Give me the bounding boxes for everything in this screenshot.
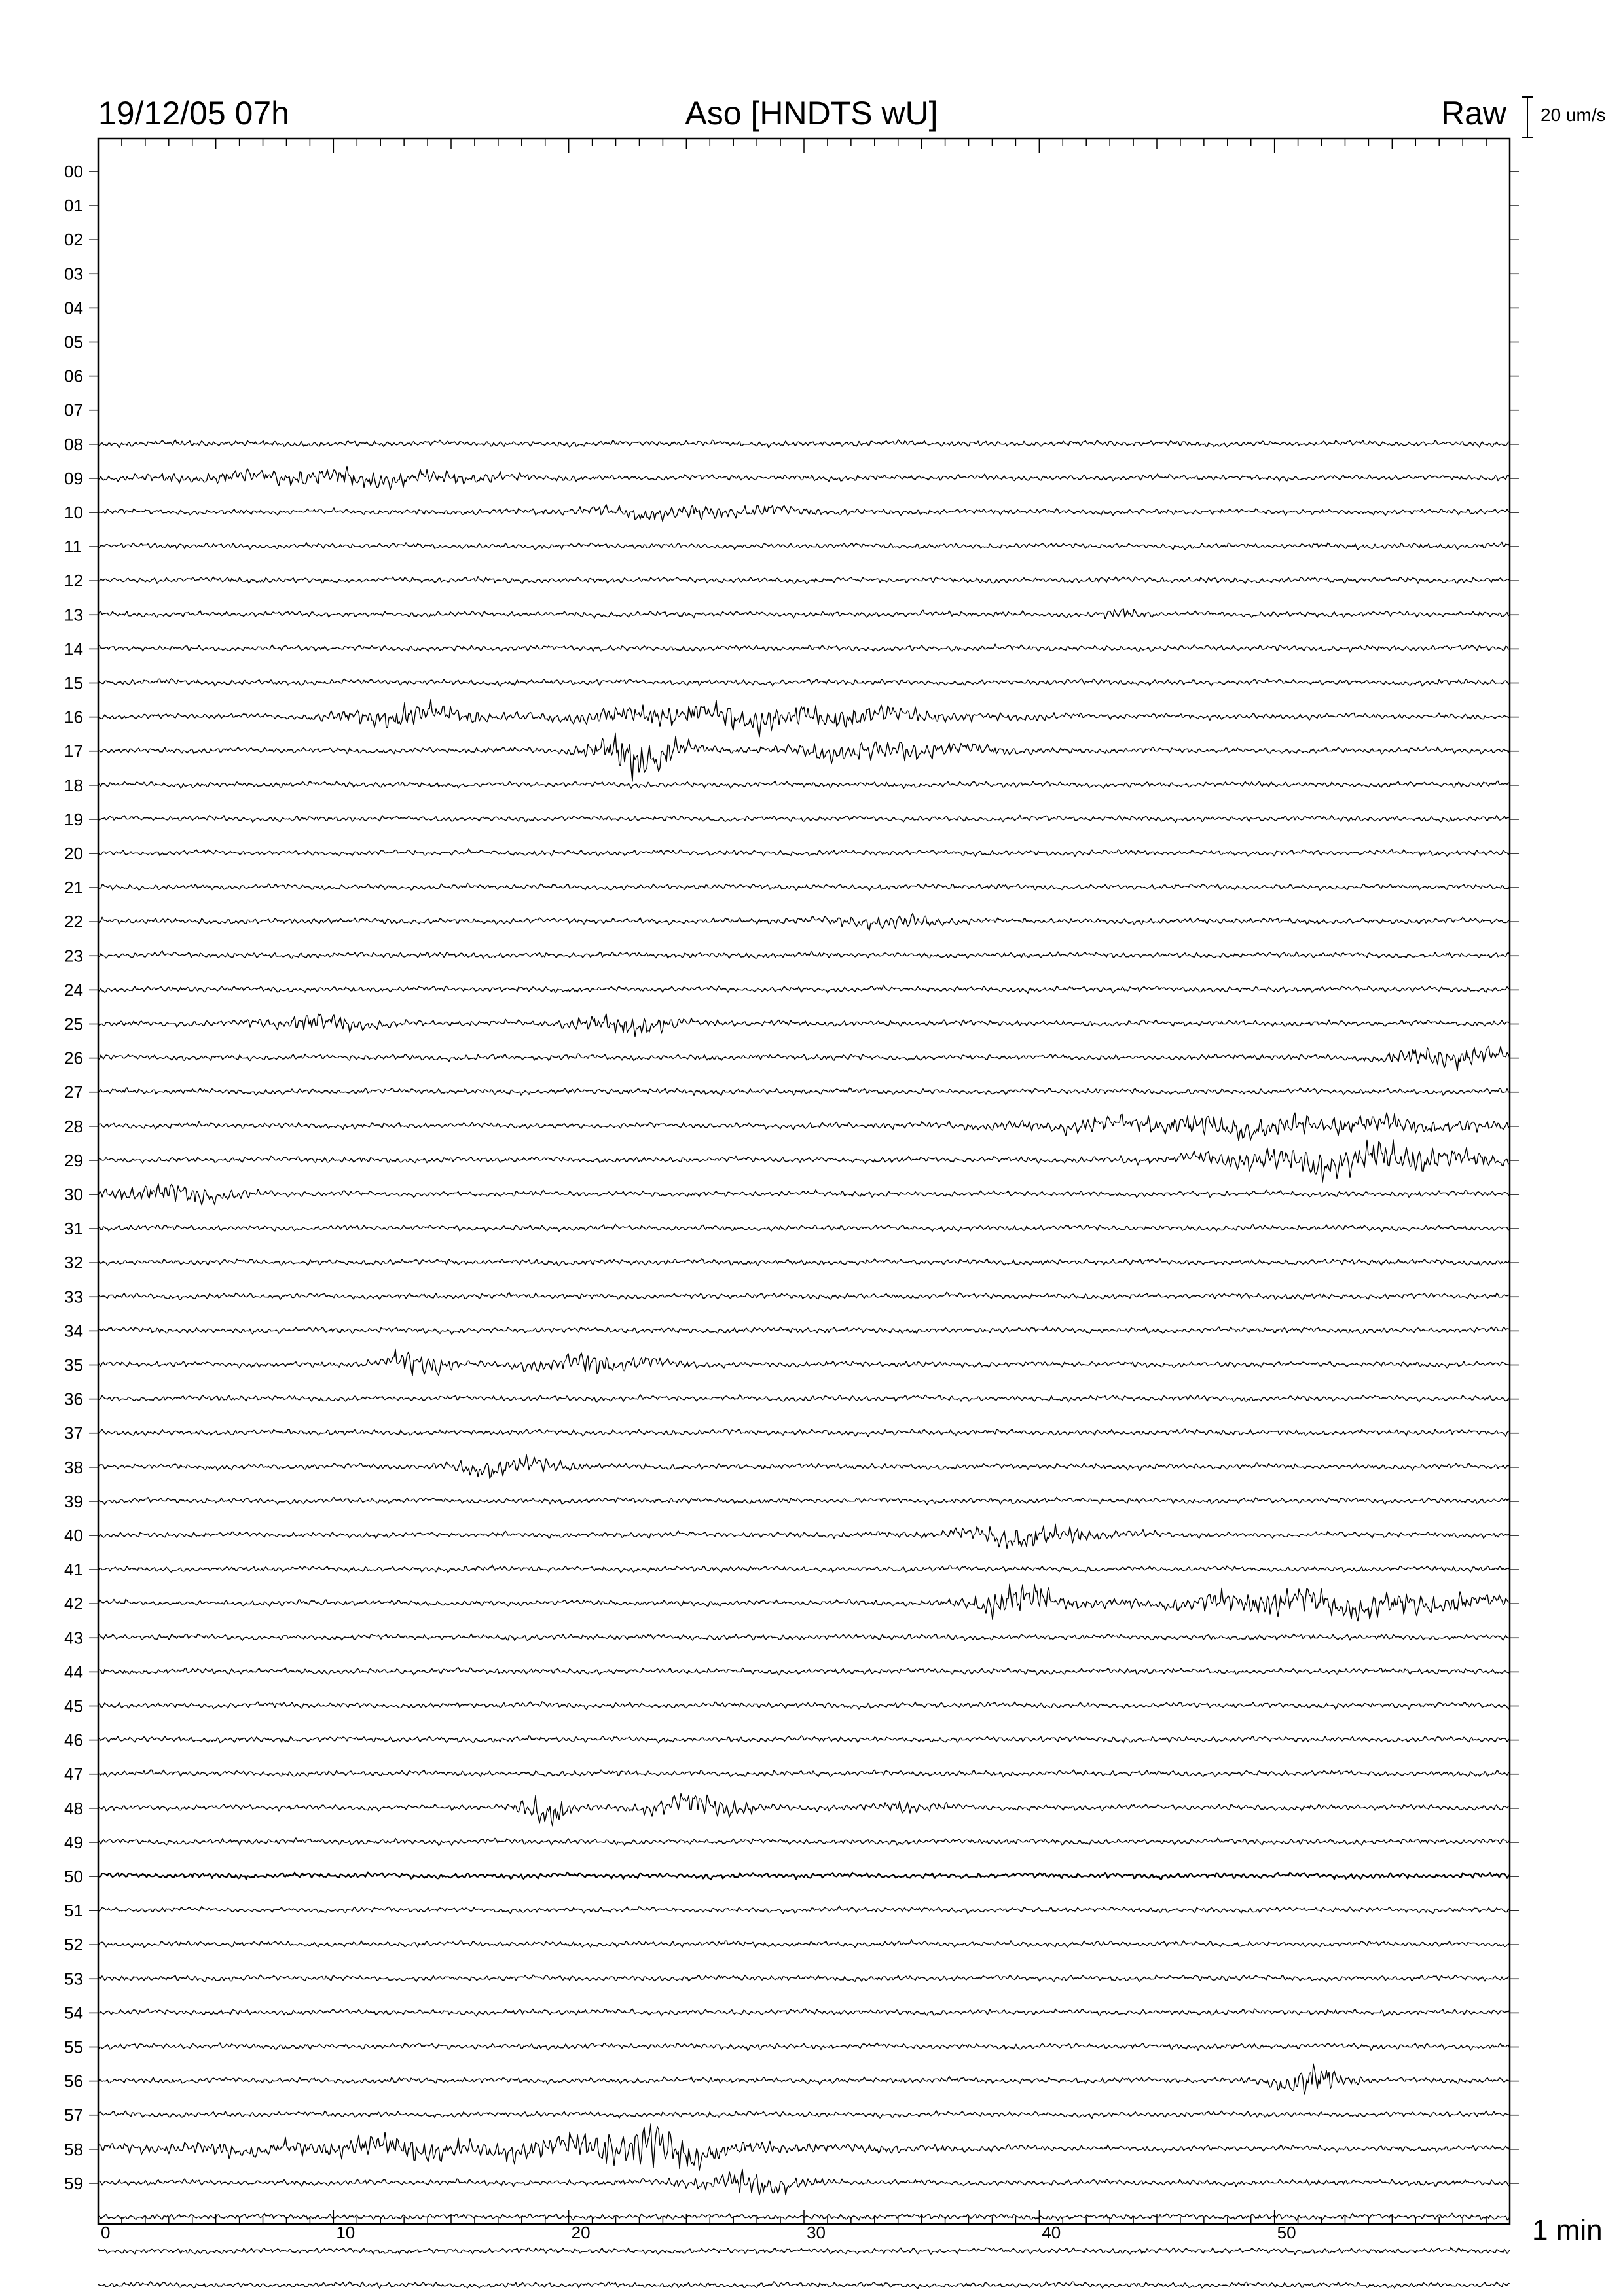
seismic-trace bbox=[98, 1140, 1510, 1182]
row-label: 15 bbox=[64, 673, 83, 693]
seismic-trace bbox=[98, 2124, 1510, 2170]
seismic-trace bbox=[98, 2282, 1510, 2289]
seismic-trace bbox=[98, 1702, 1510, 1710]
seismic-trace bbox=[98, 1350, 1510, 1376]
row-label: 34 bbox=[64, 1321, 83, 1341]
seismic-trace bbox=[98, 1014, 1510, 1037]
seismic-trace bbox=[98, 505, 1510, 522]
row-label: 09 bbox=[64, 468, 83, 488]
seismic-trace bbox=[98, 781, 1510, 788]
row-label: 45 bbox=[64, 1696, 83, 1716]
seismic-trace bbox=[98, 2111, 1510, 2119]
row-label: 33 bbox=[64, 1287, 83, 1307]
row-label: 44 bbox=[64, 1662, 83, 1682]
seismic-trace bbox=[98, 1497, 1510, 1504]
seismic-trace bbox=[98, 2064, 1510, 2094]
x-tick-label: 40 bbox=[1042, 2223, 1061, 2242]
row-label: 29 bbox=[64, 1150, 83, 1170]
row-label: 25 bbox=[64, 1014, 83, 1034]
row-label: 47 bbox=[64, 1764, 83, 1784]
row-label: 50 bbox=[64, 1867, 83, 1886]
mode-label: Raw bbox=[1440, 95, 1506, 132]
row-label: 41 bbox=[64, 1560, 83, 1580]
x-tick-label: 20 bbox=[571, 2223, 591, 2242]
seismic-trace bbox=[98, 883, 1510, 890]
row-label: 52 bbox=[64, 1935, 83, 1955]
seismic-trace bbox=[98, 914, 1510, 931]
x-axis-unit-label: 1 min bbox=[1532, 2214, 1603, 2246]
date-hour-label: 19/12/05 07h bbox=[98, 95, 289, 132]
seismic-trace bbox=[98, 1906, 1510, 1914]
seismic-trace bbox=[98, 1736, 1510, 1743]
seismic-trace bbox=[98, 1395, 1510, 1402]
seismic-trace bbox=[98, 542, 1510, 550]
row-label: 27 bbox=[64, 1082, 83, 1102]
row-label: 07 bbox=[64, 400, 83, 420]
seismic-trace bbox=[98, 609, 1510, 619]
seismic-trace bbox=[98, 2009, 1510, 2016]
row-label: 00 bbox=[64, 162, 83, 181]
row-label: 20 bbox=[64, 844, 83, 863]
row-label: 58 bbox=[64, 2139, 83, 2159]
row-label: 08 bbox=[64, 434, 83, 454]
row-label: 30 bbox=[64, 1185, 83, 1204]
seismic-trace bbox=[98, 700, 1510, 737]
row-label: 49 bbox=[64, 1832, 83, 1852]
row-label: 14 bbox=[64, 639, 83, 659]
row-label: 36 bbox=[64, 1389, 83, 1409]
seismic-trace bbox=[98, 1184, 1510, 1205]
seismic-trace bbox=[98, 2248, 1510, 2255]
row-label: 28 bbox=[64, 1116, 83, 1136]
seismic-trace bbox=[98, 1454, 1510, 1478]
seismic-trace bbox=[98, 1873, 1510, 1880]
row-label: 16 bbox=[64, 707, 83, 727]
row-label: 05 bbox=[64, 332, 83, 352]
row-label: 11 bbox=[64, 537, 82, 557]
seismic-trace bbox=[98, 1046, 1510, 1071]
row-label: 35 bbox=[64, 1355, 83, 1375]
row-label: 10 bbox=[64, 503, 83, 522]
row-label: 56 bbox=[64, 2071, 83, 2091]
x-tick-label: 0 bbox=[101, 2223, 111, 2242]
seismic-trace bbox=[98, 440, 1510, 448]
seismic-trace bbox=[98, 1113, 1510, 1141]
row-label: 26 bbox=[64, 1048, 83, 1068]
row-label: 18 bbox=[64, 775, 83, 795]
row-label: 42 bbox=[64, 1594, 83, 1614]
seismic-trace bbox=[98, 1327, 1510, 1335]
seismic-trace bbox=[98, 1838, 1510, 1846]
seismic-trace bbox=[98, 1634, 1510, 1641]
row-label: 23 bbox=[64, 946, 83, 966]
row-label: 53 bbox=[64, 1969, 83, 1989]
x-tick-label: 30 bbox=[807, 2223, 826, 2242]
row-label: 03 bbox=[64, 264, 83, 284]
seismic-trace bbox=[98, 1794, 1510, 1826]
row-label: 19 bbox=[64, 809, 83, 829]
row-label: 24 bbox=[64, 980, 83, 1000]
seismic-trace bbox=[98, 644, 1510, 652]
seismic-trace bbox=[98, 1668, 1510, 1675]
seismic-trace bbox=[98, 1770, 1510, 1777]
seismic-trace bbox=[98, 951, 1510, 959]
seismic-trace bbox=[98, 1224, 1510, 1232]
row-label: 31 bbox=[64, 1219, 83, 1239]
amplitude-scale-label: 20 um/s bbox=[1541, 105, 1606, 125]
row-label: 40 bbox=[64, 1526, 83, 1545]
row-label: 06 bbox=[64, 366, 83, 386]
row-label: 48 bbox=[64, 1798, 83, 1818]
seismic-trace bbox=[98, 2043, 1510, 2051]
seismic-trace bbox=[98, 467, 1510, 490]
row-label: 22 bbox=[64, 912, 83, 932]
row-label: 39 bbox=[64, 1491, 83, 1511]
seismic-trace bbox=[98, 849, 1510, 857]
row-label: 43 bbox=[64, 1628, 83, 1648]
seismic-trace bbox=[98, 1565, 1510, 1572]
row-label: 04 bbox=[64, 298, 83, 318]
row-label: 57 bbox=[64, 2105, 83, 2125]
row-label: 12 bbox=[64, 571, 83, 591]
station-title: Aso [HNDTS wU] bbox=[685, 95, 938, 132]
row-label: 37 bbox=[64, 1423, 83, 1443]
row-label: 21 bbox=[64, 878, 83, 898]
row-label: 54 bbox=[64, 2003, 83, 2023]
seismic-trace bbox=[98, 1940, 1510, 1948]
x-tick-label: 50 bbox=[1277, 2223, 1296, 2242]
row-label: 55 bbox=[64, 2037, 83, 2057]
seismic-trace bbox=[98, 1975, 1510, 1982]
seismic-trace bbox=[98, 679, 1510, 686]
row-label: 38 bbox=[64, 1457, 83, 1477]
row-label: 01 bbox=[64, 196, 83, 216]
seismic-trace bbox=[98, 577, 1510, 584]
seismic-trace bbox=[98, 1584, 1510, 1621]
seismic-trace bbox=[98, 816, 1510, 823]
seismic-trace bbox=[98, 1259, 1510, 1266]
seismic-trace bbox=[98, 1088, 1510, 1095]
seismic-trace bbox=[98, 1292, 1510, 1300]
seismic-trace bbox=[98, 733, 1510, 781]
row-label: 46 bbox=[64, 1730, 83, 1750]
row-label: 32 bbox=[64, 1253, 83, 1273]
x-tick-label: 10 bbox=[336, 2223, 356, 2242]
seismic-trace bbox=[98, 985, 1510, 993]
row-label: 51 bbox=[64, 1901, 83, 1921]
row-label: 17 bbox=[64, 741, 83, 761]
seismic-trace bbox=[98, 2169, 1510, 2195]
seismic-trace bbox=[98, 1524, 1510, 1548]
seismic-trace bbox=[98, 1429, 1510, 1437]
row-label: 02 bbox=[64, 230, 83, 250]
row-label: 13 bbox=[64, 605, 83, 625]
row-label: 59 bbox=[64, 2173, 83, 2193]
